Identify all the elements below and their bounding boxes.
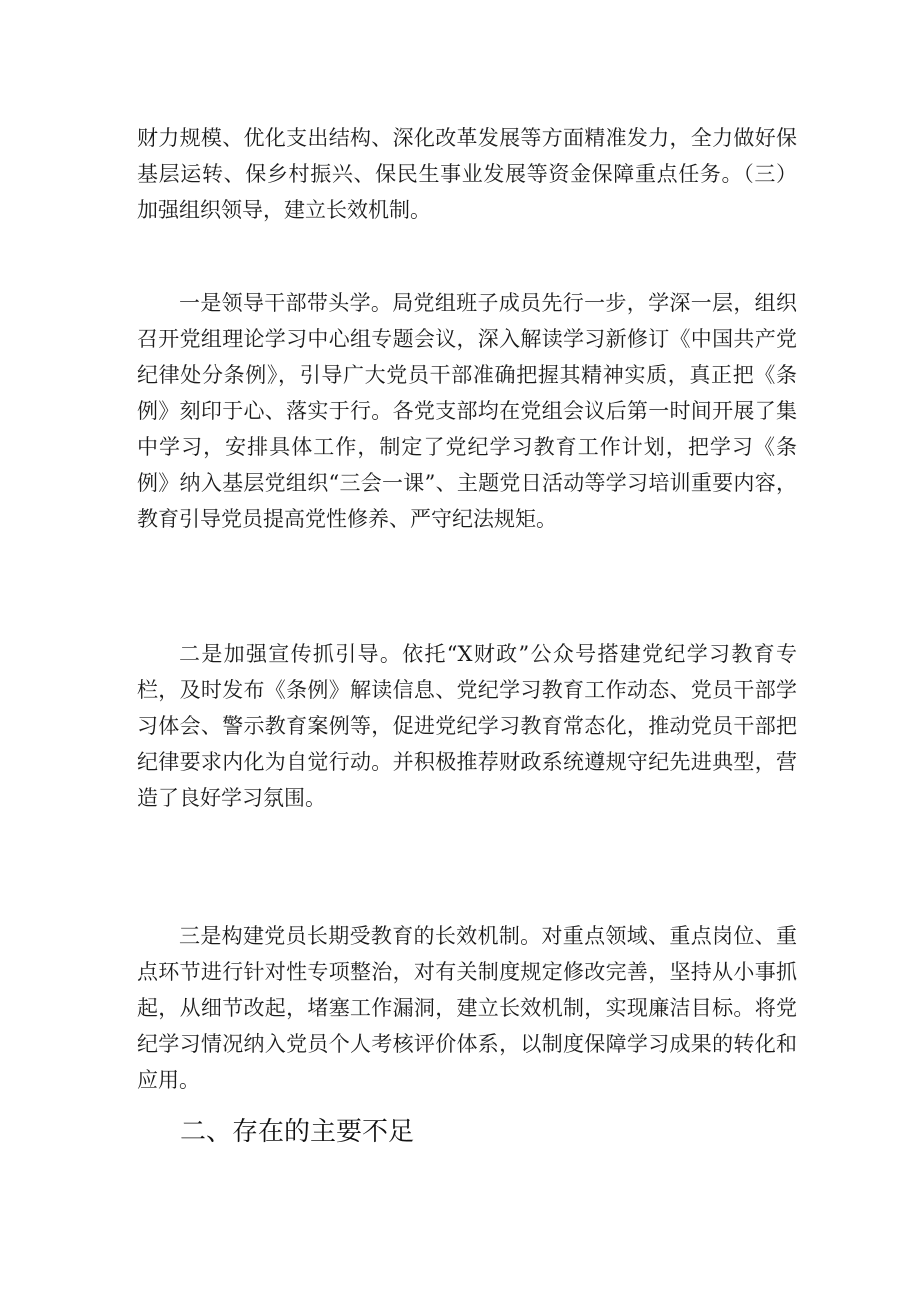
section-heading: 二、存在的主要不足 — [180, 1117, 415, 1147]
paragraph-long-term-mechanism: 三是构建党员长期受教育的长效机制。对重点领域、重点岗位、重点环节进行针对性专项整治，对有关制度规定修改完善，坚持从小事抓起，从细节改起，堵塞工作漏洞，建立长效机制，实现廉洁目标。将党纪学习情况纳入党员个人考核评价体系，以制度保障学习成果的转化和应用。 — [137, 924, 797, 1092]
paragraph-publicity: 二是加强宣传抓引导。依托“X财政”公众号搭建党纪学习教育专栏，及时发布《条例》解读信息、党纪学习教育工作动态、党员干部学习体会、警示教育案例等，促进党纪学习教育常态化，推动党员干部把纪律要求内化为自觉行动。并积极推荐财政系统遵规守纪先进典型，营造了良好学习氛围。 — [137, 642, 797, 810]
paragraph-leaders-study: 一是领导干部带头学。局党组班子成员先行一步，学深一层，组织召开党组理论学习中心组专题会议，深入解读学习新修订《中国共产党纪律处分条例》，引导广大党员干部准确把握其精神实质，真正把《条例》刻印于心、落实于行。各党支部均在党组会议后第一时间开展了集中学习，安排具体工作，制定了党纪学习教育工作计划，把学习《条例》纳入基层党组织“三会一课”、主题党日活动等学习培训重要内容，教育引导党员提高党性修养、严守纪法规矩。 — [137, 291, 797, 531]
paragraph-continuation: 财力规模、优化支出结构、深化改革发展等方面精准发力，全力做好保基层运转、保乡村振兴、保民生事业发展等资金保障重点任务。（三）加强组织领导，建立长效机制。 — [137, 126, 797, 222]
